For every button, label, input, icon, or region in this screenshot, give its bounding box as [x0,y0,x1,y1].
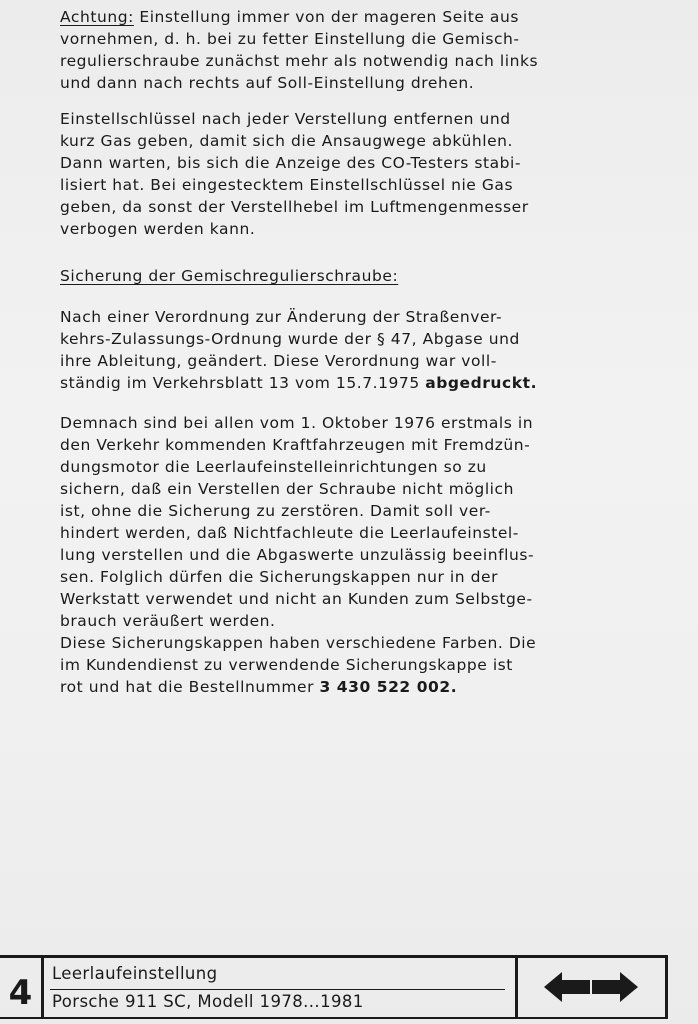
arrow-right-icon[interactable] [592,972,638,1002]
page-number: 4 [0,958,44,1017]
footer-divider [50,989,505,990]
text-line: verbogen werden kann. [60,220,256,238]
text-line: Demnach sind bei allen vom 1. Oktober 1976 erstmals in [60,414,534,432]
text-line: brauch veräußert werden. [60,612,276,630]
text-line: hindert werden, daß Nichtfachleute die Leerlaufeinstel- [60,524,519,542]
text-line: sen. Folglich dürfen die Sicherungskappen nur in der [60,568,499,586]
footer-title: Leerlaufeinstellung [52,964,218,983]
section-heading-text: Sicherung der Gemischregulierschraube: [60,267,399,285]
part-number: 3 430 522 002. [319,678,458,696]
bold-text: abgedruckt. [425,374,538,392]
text-line: lung verstellen und die Abgaswerte unzulässig beeinflus- [60,546,535,564]
text-line: vornehmen, d. h. bei zu fetter Einstellung die Gemisch- [60,30,520,48]
text-line: kurz Gas geben, damit sich die Ansaugwege abkühlen. [60,132,514,150]
text-line: Dann warten, bis sich die Anzeige des CO-Testers stabi- [60,154,522,172]
text-line: im Kundendienst zu verwendende Sicherungskappe ist [60,656,513,674]
instruction-paragraph [60,108,650,240]
warning-label: Achtung: [60,8,134,26]
text-line: regulierschraube zunächst mehr als notwendig nach links [60,52,539,70]
text-line: sichern, daß ein Verstellen der Schraube nicht möglich [60,480,514,498]
text-line: Werkstatt verwendet und nicht an Kunden zum Selbstge- [60,590,533,608]
text-line: lisiert hat. Bei eingestecktem Einstellschlüssel nie Gas [60,176,514,194]
text-line: und dann nach rechts auf Soll-Einstellung drehen. [60,74,475,92]
footer-subtitle: Porsche 911 SC, Modell 1978...1981 [52,992,364,1011]
page-footer [0,955,668,1019]
navigation-box [515,958,665,1017]
requirement-paragraph: Demnach sind bei allen vom 1. Oktober 1976 erstmals in den Verkehr kommenden Kraftfahrzeugen mit Fremdzün- dungsmotor die Leerlaufeinstelleinrichtungen so zu sichern, daß ein Verstellen der Schraube nicht möglich ist, ohne die Sicherung zu zerstören. Damit soll ver- hindert werden, daß Nichtfachleute die Leerlaufeinstel- lung verstellen und die Abgaswerte unzulässig beeinflus- sen. Folglich dürfen die Sicherungskappen nur in der Werkstatt verwendet und nicht an Kunden zum Selbstge- brauch veräußert werden. Diese Sicherungskappen haben verschiedene Farben. Die im Kundendienst zu verwendende Sicherungskappe ist rot und hat die Bestellnummer 3 430 522 002. [60,412,650,698]
text-line: ihre Ableitung, geändert. Diese Verordnung war voll- [60,352,497,370]
regulation-paragraph: Nach einer Verordnung zur Änderung der Straßenver- kehrs-Zulassungs-Ordnung wurde der § 47, Abgase und ihre Ableitung, geändert. Diese Verordnung war voll- ständig im Verkehrsblatt 13 vom 15.7.1975 abgedruckt. [60,306,650,394]
text-line: Einstellschlüssel nach jeder Verstellung entfernen und [60,110,511,128]
section-heading [60,265,650,287]
text-line: Nach einer Verordnung zur Änderung der Straßenver- [60,308,503,326]
text-line: geben, da sonst der Verstellhebel im Luftmengenmesser [60,198,529,216]
text-line: kehrs-Zulassungs-Ordnung wurde der § 47, Abgase und [60,330,520,348]
text-line: ist, ohne die Sicherung zu zerstören. Damit soll ver- [60,502,491,520]
warning-paragraph: Achtung: Einstellung immer von der mageren Seite aus vornehmen, d. h. bei zu fetter Einstellung die Gemisch- regulierschraube zunächst mehr als notwendig nach links und dann nach rechts auf Soll-Einstellung drehen. [60,6,650,94]
text-line: dungsmotor die Leerlaufeinstelleinrichtungen so zu [60,458,487,476]
text-line: Diese Sicherungskappen haben verschiedene Farben. Die [60,634,537,652]
text-line: den Verkehr kommenden Kraftfahrzeugen mit Fremdzün- [60,436,531,454]
arrow-left-icon[interactable] [544,972,590,1002]
